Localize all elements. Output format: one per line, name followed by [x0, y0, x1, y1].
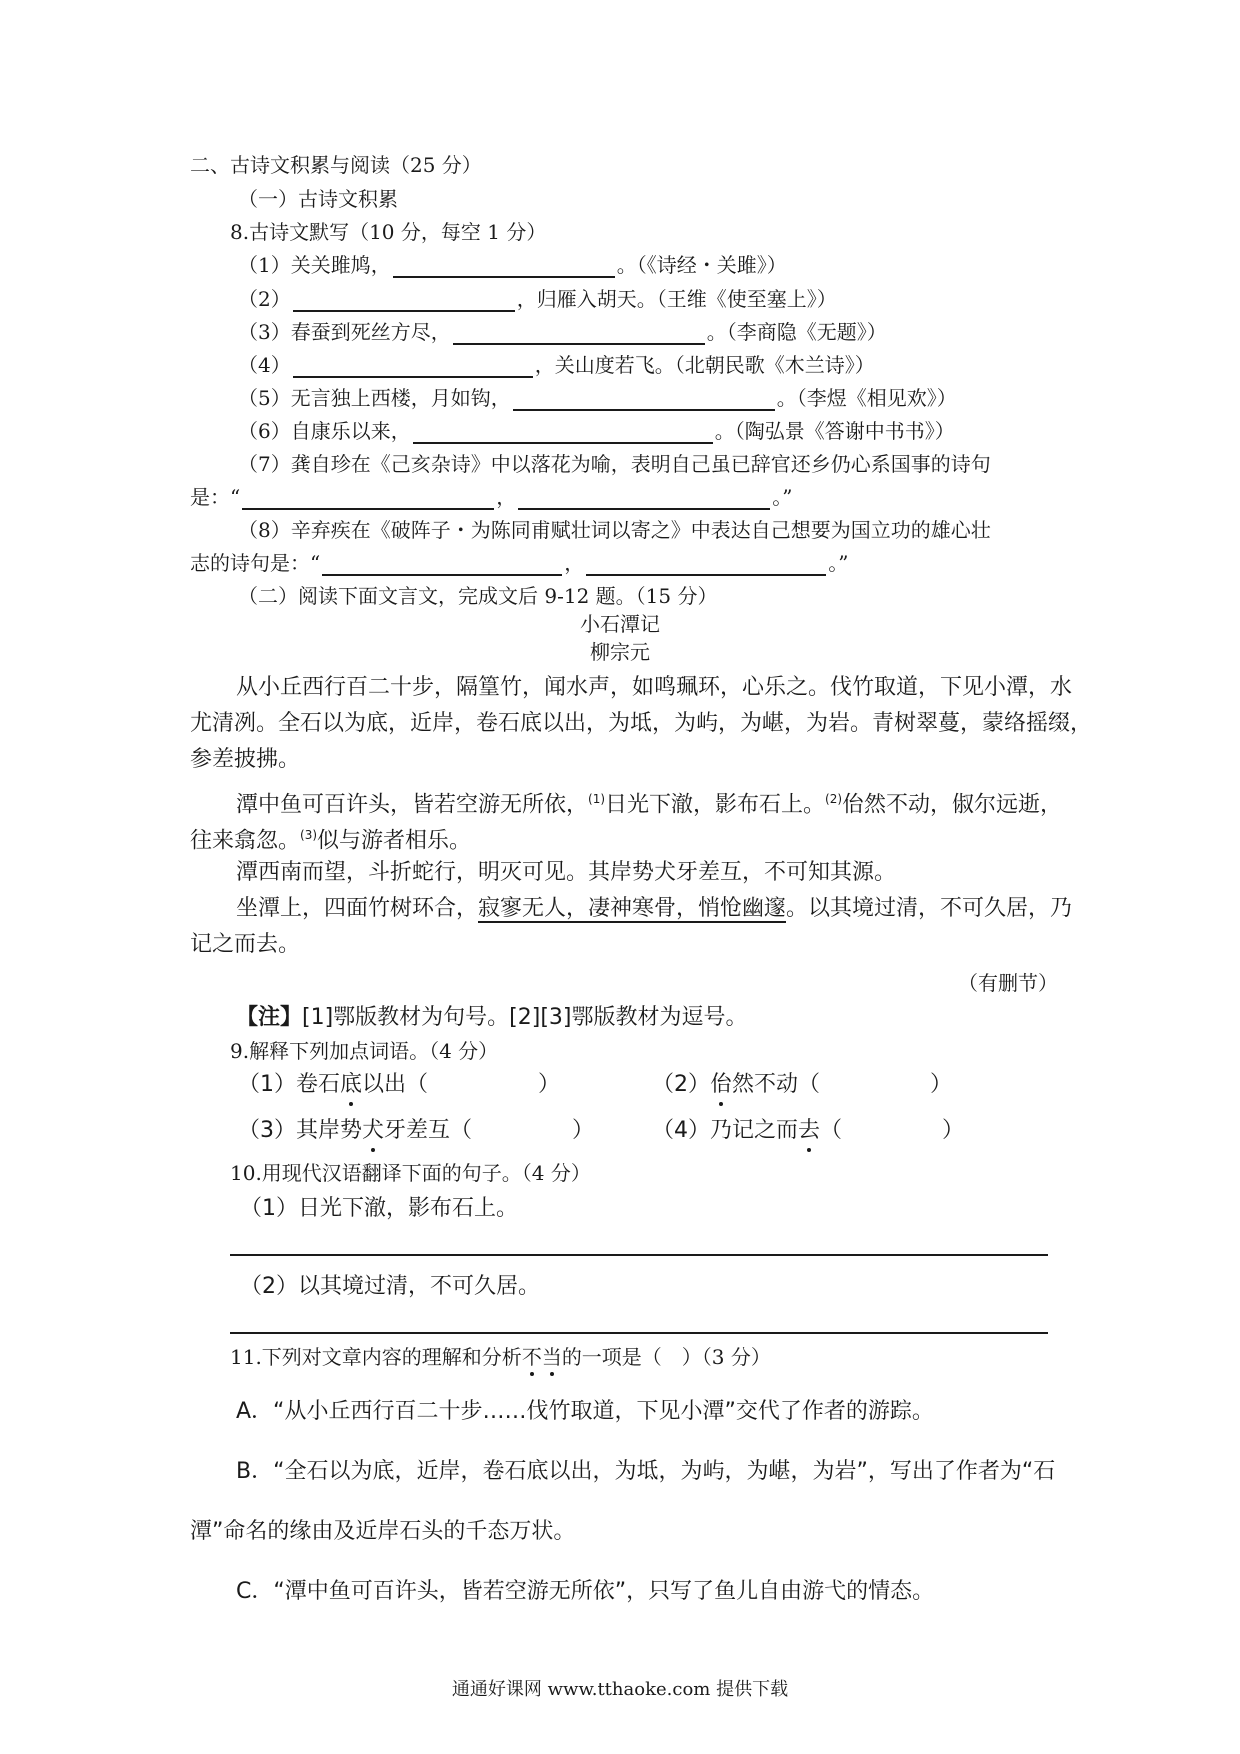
q8-item-7-line2: [190, 484, 792, 510]
q11-option-b-line2: 潭”命名的缘由及近岸石头的千态万状。: [190, 1519, 576, 1544]
answer-blank[interactable]: [513, 389, 775, 411]
passage-p4-line2: 记之而去。: [190, 932, 301, 957]
footnote-marker: (3): [300, 828, 318, 842]
passage-text: 日光下澈，影布石上。: [605, 792, 826, 818]
answer-blank[interactable]: [293, 290, 515, 312]
q8-item-3-prefix: （3）春蚕到死丝方尽，: [238, 320, 451, 344]
note: [236, 1003, 748, 1033]
q8-item-5: [238, 385, 957, 411]
passage-text: 潭中鱼可百许头，皆若空游无所依，: [236, 792, 589, 818]
dotted-word: 不: [521, 1345, 542, 1369]
item-text: ）: [930, 1072, 953, 1097]
answer-blank[interactable]: [413, 422, 713, 444]
passage-p4-line1: [236, 894, 1072, 924]
note-text: [1]鄂版教材为句号。[2][3]鄂版教材为逗号。: [302, 1005, 748, 1030]
item-number: （3）: [238, 1118, 296, 1143]
answer-blank[interactable]: [293, 356, 533, 378]
q8-item-8-line2: [190, 550, 848, 576]
q11-option-c[interactable]: C．“潭中鱼可百许头，皆若空游无所依”，只写了鱼儿自由游弋的情态。: [236, 1579, 935, 1604]
item-text: 卷石: [296, 1072, 341, 1097]
passage-text: 似与游者相乐。: [317, 828, 472, 854]
stem-text: 11.下列对文章内容的理解和分析: [230, 1345, 522, 1369]
q9-item-1: [238, 1070, 560, 1100]
answer-blank[interactable]: [322, 554, 562, 576]
question-11-stem: [230, 1344, 771, 1370]
passage-text: 往来翕忽。: [190, 828, 301, 854]
q10-sentence-1: （1）日光下澈，影布石上。: [240, 1196, 518, 1221]
item-number: （2）: [652, 1072, 710, 1097]
passage-author: 柳宗元: [590, 640, 650, 664]
q8-item-6-prefix: （6）自康乐以来，: [238, 419, 411, 443]
q8-item-7-prefix: 是：“: [190, 485, 241, 509]
item-text: 其岸势: [296, 1118, 363, 1143]
answer-blank[interactable]: [518, 488, 770, 510]
q8-item-8-prefix: 志的诗句是：“: [190, 551, 321, 575]
passage-p2-line1: [236, 784, 1062, 820]
q11-option-b-line1[interactable]: B．“全石以为底，近岸，卷石底以出，为坻，为屿，为嵁，为岩”，写出了作者为“石: [236, 1459, 1056, 1484]
dotted-word: 当: [541, 1345, 562, 1369]
passage-text: 佁然不动，俶尔远逝，: [842, 792, 1063, 818]
passage-text: 。以其境过清，不可久居，乃: [786, 896, 1073, 921]
abridged-note: （有删节）: [958, 971, 1058, 995]
subsection-2-title: （二）阅读下面文言文，完成文后 9-12 题。（15 分）: [238, 584, 718, 608]
question-8-stem: 8.古诗文默写（10 分，每空 1 分）: [230, 220, 547, 244]
answer-blank[interactable]: [393, 256, 615, 278]
question-9-stem: 9.解释下列加点词语。（4 分）: [230, 1039, 499, 1063]
answer-blank[interactable]: [453, 323, 705, 345]
answer-line[interactable]: [230, 1254, 1048, 1256]
item-text: 然不动（: [732, 1072, 821, 1097]
item-text: ）: [942, 1118, 965, 1143]
q9-item-3: [238, 1116, 594, 1146]
underlined-sentence: 寂寥无人，凄神寒骨，悄怆幽邃: [478, 896, 787, 921]
q8-item-6: [238, 418, 955, 444]
subsection-title: （一）古诗文积累: [238, 187, 398, 211]
passage-p1-line1: 从小丘西行百二十步，隔篁竹，闻水声，如鸣珮环，心乐之。伐竹取道，下见小潭，水: [236, 675, 1073, 700]
answer-blank[interactable]: [586, 554, 826, 576]
dotted-word: 去: [798, 1116, 820, 1146]
q8-item-5-prefix: （5）无言独上西楼，月如钩，: [238, 386, 511, 410]
item-number: （1）: [238, 1072, 296, 1097]
q8-item-1: [238, 252, 787, 278]
page-footer: 通通好课网 www.tthaoke.com 提供下载: [451, 1679, 789, 1700]
item-text: ）: [572, 1118, 595, 1143]
q8-item-2: [238, 286, 837, 312]
q8-item-6-suffix: 。（陶弘景《答谢中书书》）: [714, 419, 955, 443]
q10-sentence-2: （2）以其境过清，不可久居。: [240, 1274, 540, 1299]
q8-item-8-line1: （8）辛弃疾在《破阵子・为陈同甫赋壮词以寄之》中表达自己想要为国立功的雄心壮: [238, 518, 991, 542]
stem-text: 的一项是（ ）（3 分）: [561, 1345, 771, 1369]
q9-item-2: [652, 1070, 952, 1100]
q8-item-4-prefix: （4）: [238, 353, 291, 377]
q8-item-2-suffix: ，归雁入胡天。（王维《使至塞上》）: [516, 287, 837, 311]
question-10-stem: 10.用现代汉语翻译下面的句子。（4 分）: [230, 1161, 591, 1185]
dotted-word: 犬: [362, 1116, 384, 1146]
q11-option-a[interactable]: A．“从小丘西行百二十步……伐竹取道，下见小潭”交代了作者的游踪。: [236, 1399, 934, 1424]
passage-title: 小石潭记: [580, 612, 660, 636]
q8-item-7-line1: （7）龚自珍在《己亥杂诗》中以落花为喻，表明自己虽已辞官还乡仍心系国事的诗句: [238, 452, 991, 476]
section-title: 二、古诗文积累与阅读（25 分）: [190, 153, 482, 177]
q8-item-4: [238, 352, 875, 378]
q8-item-8-suffix: 。”: [828, 551, 849, 575]
q8-item-1-prefix: （1）关关雎鸠，: [238, 253, 391, 277]
item-text: （: [820, 1118, 843, 1143]
q8-item-8-comma: ，: [564, 551, 585, 575]
footnote-marker: (1): [588, 792, 606, 806]
item-text: 乃记之而: [710, 1118, 799, 1143]
passage-text: 坐潭上，四面竹树环合，: [236, 896, 479, 921]
q8-item-5-suffix: 。（李煜《相见欢》）: [776, 386, 957, 410]
q8-item-7-suffix: 。”: [772, 485, 793, 509]
note-label: 【注】: [236, 1005, 303, 1030]
item-text: 以出（: [362, 1072, 429, 1097]
footnote-marker: (2): [825, 792, 843, 806]
q8-item-4-suffix: ，关山度若飞。（北朝民歌《木兰诗》）: [534, 353, 875, 377]
q8-item-7-comma: ，: [496, 485, 517, 509]
q8-item-1-suffix: 。（《诗经・关雎》）: [616, 253, 787, 277]
answer-line[interactable]: [230, 1332, 1048, 1334]
q8-item-2-prefix: （2）: [238, 287, 291, 311]
q8-item-3: [238, 319, 887, 345]
dotted-word: 佁: [710, 1070, 732, 1100]
item-number: （4）: [652, 1118, 710, 1143]
q9-item-4: [652, 1116, 964, 1146]
item-text: ）: [538, 1072, 561, 1097]
item-text: 牙差互（: [384, 1118, 473, 1143]
q8-item-3-suffix: 。（李商隐《无题》）: [706, 320, 887, 344]
passage-p3: 潭西南而望，斗折蛇行，明灭可见。其岸势犬牙差互，不可知其源。: [236, 860, 897, 885]
passage-p1-line3: 参差披拂。: [190, 747, 301, 772]
passage-p1-line2: 尤清冽。全石以为底，近岸，卷石底以出，为坻，为屿，为嵁，为岩。青树翠蔓，蒙络摇缀，: [190, 711, 1093, 736]
dotted-word: 底: [340, 1070, 362, 1100]
passage-p2-line2: [190, 820, 471, 856]
answer-blank[interactable]: [242, 488, 494, 510]
